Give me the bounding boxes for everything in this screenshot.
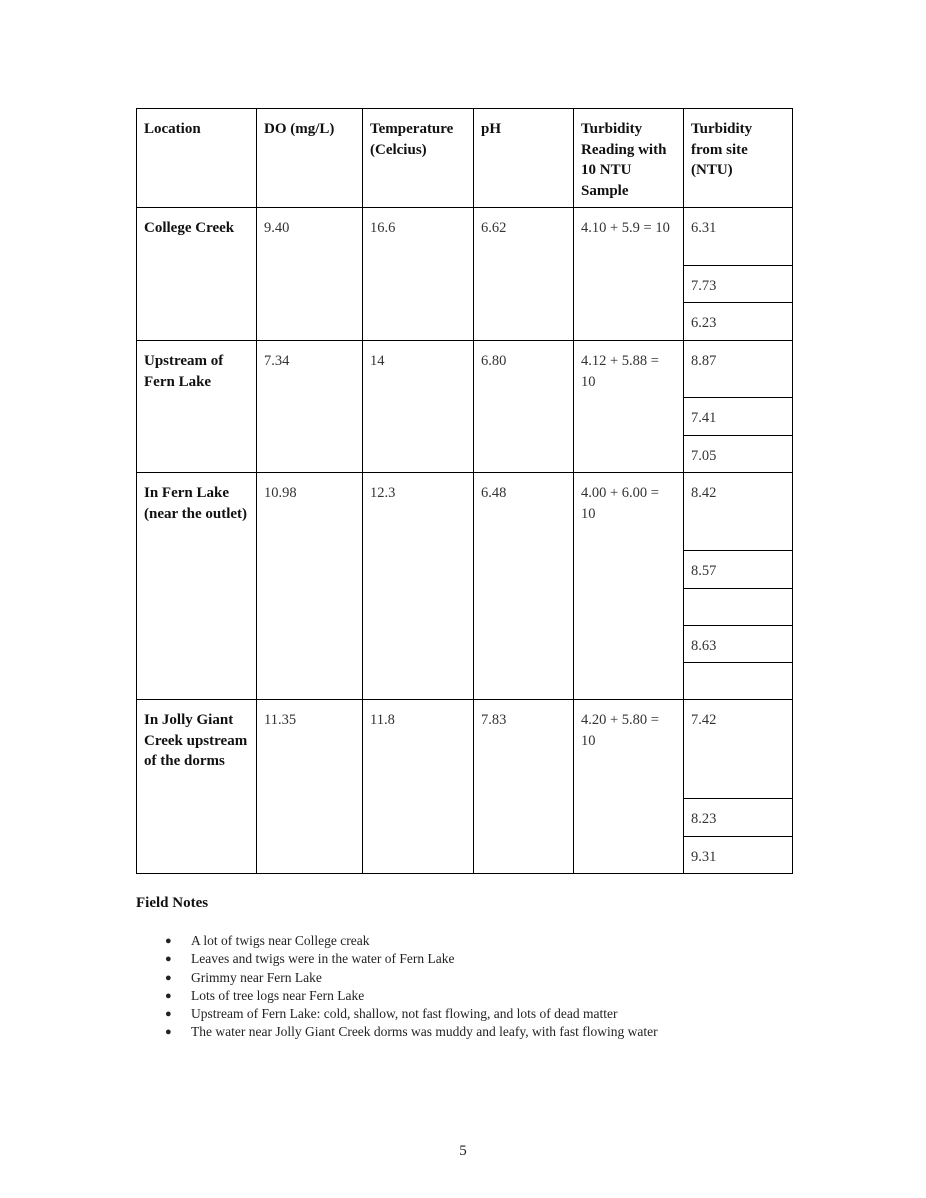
location-cell: In Fern Lake (near the outlet) [137,473,257,700]
list-item [165,1023,658,1041]
turbidity-site-cell: 7.41 [684,398,793,436]
turbidity-sample-cell: 4.10 + 5.9 = 10 [574,208,684,341]
turbidity-site-cell: 8.87 [684,341,793,398]
turbidity-site-cell: 8.42 [684,473,793,551]
table-header-row [137,109,793,208]
header-turbidity-site: Turbidity from site (NTU) [684,109,793,208]
list-item [165,987,658,1005]
note-text: The water near Jolly Giant Creek dorms was muddy and leafy, with fast flowing water [191,1024,658,1040]
table-row [137,208,793,266]
note-text: Lots of tree logs near Fern Lake [191,987,365,1003]
turbidity-site-cell: 6.23 [684,303,793,341]
bullet-icon: ● [165,953,172,966]
header-ph: pH [474,109,574,208]
list-item [165,932,658,950]
turbidity-sample-cell: 4.20 + 5.80 = 10 [574,700,684,874]
turbidity-site-cell: 7.05 [684,436,793,473]
field-notes-list [165,932,658,1042]
bullet-icon: ● [165,1026,172,1039]
header-turbidity-sample: Turbidity Reading with 10 NTU Sample [574,109,684,208]
ph-cell: 6.48 [474,473,574,700]
turbidity-sample-cell: 4.00 + 6.00 = 10 [574,473,684,700]
turbidity-sample-cell: 4.12 + 5.88 = 10 [574,341,684,473]
header-location: Location [137,109,257,208]
field-notes-heading: Field Notes [136,895,209,911]
turbidity-site-cell: 9.31 [684,837,793,874]
do-cell: 7.34 [257,341,363,473]
do-cell: 11.35 [257,700,363,874]
bullet-icon: ● [165,935,172,947]
do-cell: 10.98 [257,473,363,700]
list-item [165,950,658,968]
note-text: Upstream of Fern Lake: cold, shallow, not fast flowing, and lots of dead matter [191,1006,618,1022]
turbidity-site-cell [684,663,793,700]
bullet-icon: ● [165,1008,172,1021]
ph-cell: 7.83 [474,700,574,874]
temperature-cell: 11.8 [363,700,474,874]
turbidity-site-cell: 7.73 [684,266,793,303]
turbidity-site-cell: 8.57 [684,551,793,589]
temperature-cell: 14 [363,341,474,473]
note-text: Grimmy near Fern Lake [191,969,322,985]
temperature-cell: 12.3 [363,473,474,700]
table-row [137,700,793,799]
bullet-icon: ● [165,971,172,984]
header-do: DO (mg/L) [257,109,363,208]
water-quality-table [136,108,793,874]
note-text: A lot of twigs near College creak [191,933,370,948]
location-cell: Upstream of Fern Lake [137,341,257,473]
location-cell: College Creek [137,208,257,341]
bullet-icon: ● [165,989,172,1002]
header-temperature: Temperature (Celcius) [363,109,474,208]
turbidity-site-cell: 8.63 [684,626,793,663]
table-row [137,473,793,551]
turbidity-site-cell: 6.31 [684,208,793,266]
turbidity-site-cell: 7.42 [684,700,793,799]
turbidity-site-cell: 8.23 [684,799,793,837]
ph-cell: 6.80 [474,341,574,473]
ph-cell: 6.62 [474,208,574,341]
list-item [165,1005,658,1023]
note-text: Leaves and twigs were in the water of Fern Lake [191,951,455,967]
table-row [137,341,793,398]
do-cell: 9.40 [257,208,363,341]
temperature-cell: 16.6 [363,208,474,341]
turbidity-site-cell [684,589,793,626]
location-cell: In Jolly Giant Creek upstream of the dorms [137,700,257,874]
page-number: 5 [459,1143,467,1159]
list-item [165,969,658,987]
